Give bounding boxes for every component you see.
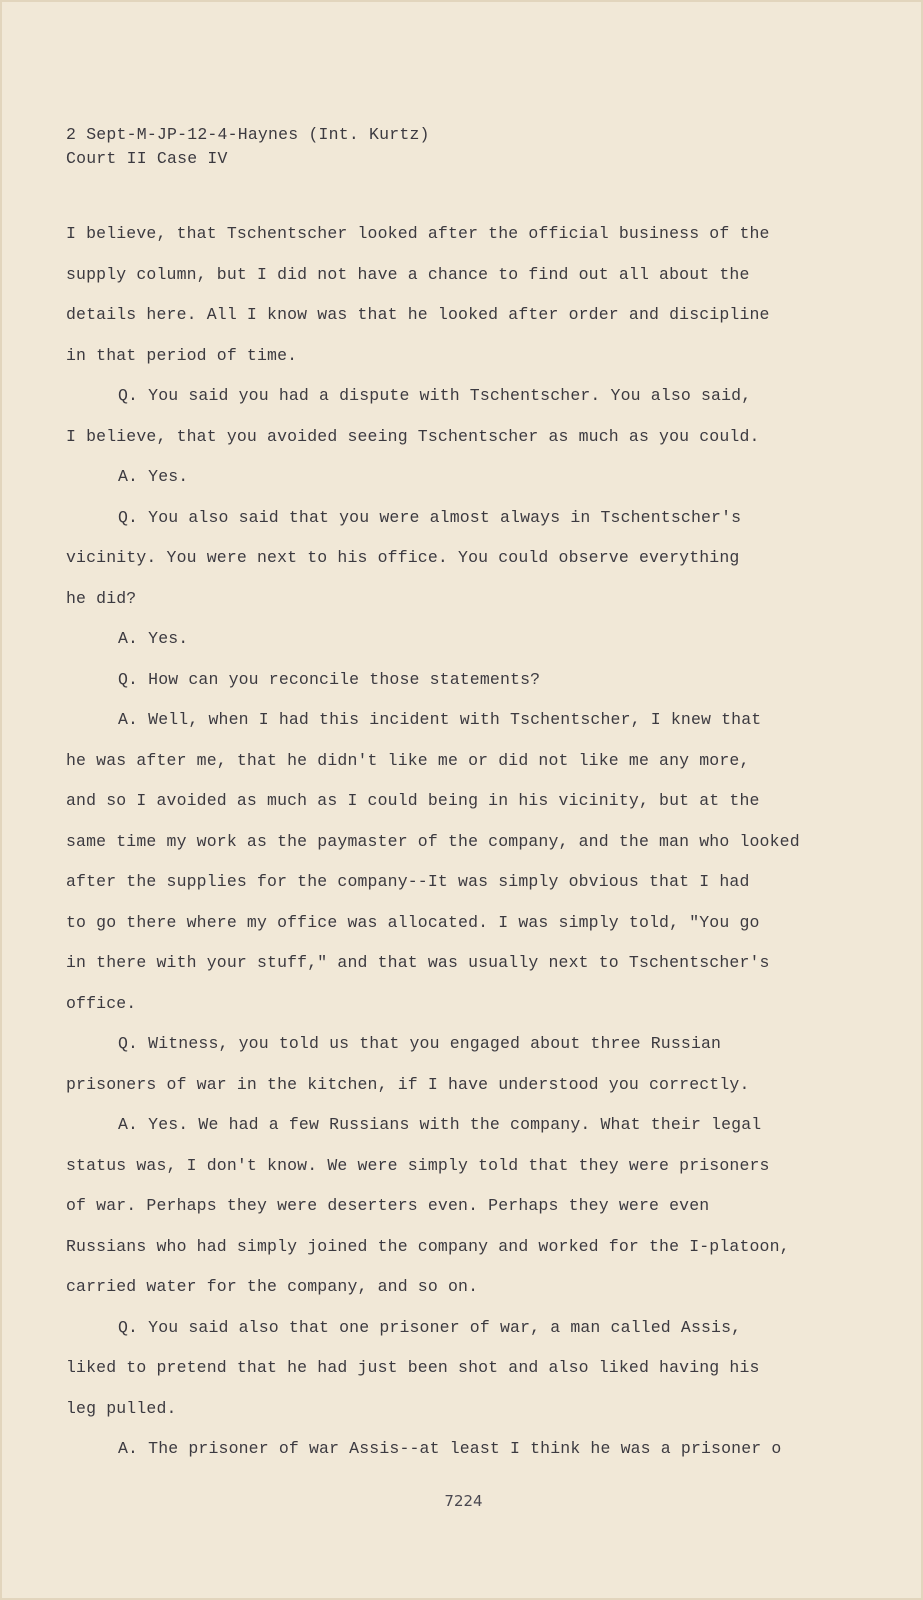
document-header bbox=[66, 123, 430, 171]
transcript-line: liked to pretend that he had just been shot and also liked having his bbox=[66, 1358, 760, 1377]
transcript-body bbox=[66, 224, 856, 1480]
transcript-line: A. Yes. We had a few Russians with the company. What their legal bbox=[118, 1115, 762, 1134]
transcript-line: I believe, that Tschentscher looked after the official business of the bbox=[66, 224, 770, 243]
transcript-line: and so I avoided as much as I could being in his vicinity, but at the bbox=[66, 791, 760, 810]
transcript-line: same time my work as the paymaster of the company, and the man who looked bbox=[66, 831, 800, 851]
transcript-line: A. The prisoner of war Assis--at least I think he was a prisoner o bbox=[118, 1439, 782, 1458]
transcript-line: leg pulled. bbox=[66, 1398, 177, 1418]
transcript-line: in there with your stuff," and that was usually next to Tschentscher's bbox=[66, 953, 770, 972]
transcript-line: in that period of time. bbox=[66, 345, 298, 365]
transcript-line: vicinity. You were next to his office. You could observe everything bbox=[66, 548, 740, 567]
transcript-line: Q. You said you had a dispute with Tschentscher. You also said, bbox=[118, 386, 752, 405]
transcript-line: I believe, that you avoided seeing Tschentscher as much as you could. bbox=[66, 426, 760, 446]
transcript-line: Q. How can you reconcile those statements? bbox=[118, 669, 541, 689]
transcript-line: he did? bbox=[66, 588, 137, 608]
transcript-line: carried water for the company, and so on. bbox=[66, 1277, 479, 1296]
page-number: 7224 bbox=[444, 1492, 483, 1510]
header-court-case: Court II Case IV bbox=[66, 149, 228, 168]
transcript-line: office. bbox=[66, 993, 137, 1013]
transcript-line: Q. You said also that one prisoner of war, a man called Assis, bbox=[118, 1317, 742, 1337]
transcript-line: supply column, but I did not have a chance to find out all about the bbox=[66, 264, 750, 284]
transcript-line: details here. All I know was that he looked after order and discipline bbox=[66, 305, 770, 324]
transcript-line: Q. Witness, you told us that you engaged about three Russian bbox=[118, 1034, 722, 1053]
transcript-line: Russians who had simply joined the company and worked for the I-platoon, bbox=[66, 1236, 790, 1256]
transcript-line: after the supplies for the company--It was simply obvious that I had bbox=[66, 872, 750, 891]
transcript-line: of war. Perhaps they were deserters even. Perhaps they were even bbox=[66, 1196, 710, 1215]
transcript-line: to go there where my office was allocated. I was simply told, "You go bbox=[66, 912, 760, 932]
transcript-line: status was, I don't know. We were simply told that they were prisoners bbox=[66, 1155, 770, 1175]
transcript-line: A. Yes. bbox=[118, 467, 189, 486]
transcript-line: he was after me, that he didn't like me or did not like me any more, bbox=[66, 750, 750, 770]
transcript-line: Q. You also said that you were almost always in Tschentscher's bbox=[118, 507, 742, 527]
header-reference: 2 Sept-M-JP-12-4-Haynes (Int. Kurtz) bbox=[66, 125, 430, 144]
transcript-line: A. Yes. bbox=[118, 629, 189, 648]
transcript-line: A. Well, when I had this incident with Tschentscher, I knew that bbox=[118, 710, 762, 729]
transcript-line: prisoners of war in the kitchen, if I have understood you correctly. bbox=[66, 1074, 750, 1094]
